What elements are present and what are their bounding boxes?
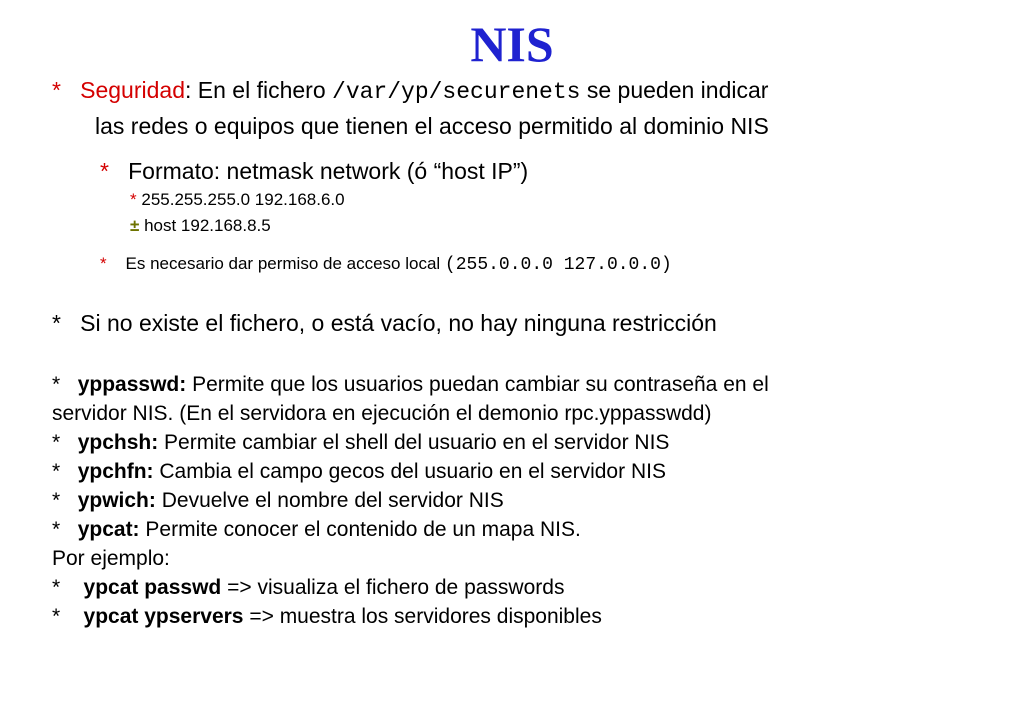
yppasswd-continuation: servidor NIS. (En el servidora en ejecución el demonio rpc.yppasswdd) [52, 402, 712, 425]
command-name: ypwich: [77, 489, 156, 512]
ypchfn-line [52, 460, 666, 484]
command-description: Permite cambiar el shell del usuario en el servidor NIS [158, 431, 670, 454]
command-description: Cambia el campo gecos del usuario en el servidor NIS [153, 460, 666, 483]
no-file-text: Si no existe el fichero, o está vacío, no hay ninguna restricción [80, 310, 717, 336]
example-host: host 192.168.8.5 [139, 216, 271, 235]
bullet-marker: * [52, 77, 61, 103]
securenets-line-1 [52, 77, 768, 105]
bullet-marker: * [52, 489, 61, 512]
bullet-marker: * [52, 431, 61, 454]
command-description: Permite que los usuarios puedan cambiar su contraseña en el [186, 373, 769, 396]
page-title: NIS [470, 16, 554, 72]
bullet-marker: * [100, 254, 107, 273]
format-text: Formato: netmask network (ó “host IP”) [128, 158, 529, 184]
local-access-line [100, 254, 672, 275]
ypcat-line [52, 518, 581, 542]
example-arrow: => [221, 576, 258, 599]
example-command: ypcat passwd [83, 576, 222, 599]
bullet-marker: * [52, 518, 61, 541]
example-netmask-line [130, 190, 345, 210]
command-name: ypchfn: [77, 460, 154, 483]
format-line [100, 158, 528, 185]
ypchsh-line [52, 431, 669, 455]
command-name: ypcat: [77, 518, 140, 541]
securenets-text: : En el fichero [184, 77, 333, 103]
yppasswd-line [52, 373, 769, 397]
example-command: ypcat ypservers [83, 605, 244, 628]
local-access-code: (255.0.0.0 127.0.0.0) [444, 255, 672, 275]
example-ypservers-line [52, 605, 602, 629]
bullet-marker: * [52, 460, 61, 483]
local-access-text: Es necesario dar permiso de acceso local [125, 254, 445, 273]
command-name: ypchsh: [77, 431, 159, 454]
command-name: yppasswd: [77, 373, 187, 396]
bullet-marker: * [100, 158, 109, 184]
plus-minus-marker: ± [130, 216, 140, 235]
example-description: muestra los servidores disponibles [279, 605, 602, 628]
securenets-path: /var/yp/securenets [332, 79, 581, 105]
securenets-text-b: se pueden indicar [580, 77, 769, 103]
example-passwd-line [52, 576, 564, 600]
security-label: Seguridad [80, 77, 185, 103]
bullet-marker: * [130, 190, 137, 209]
bullet-marker: * [52, 576, 61, 599]
securenets-line-2: las redes o equipos que tienen el acceso permitido al dominio NIS [95, 113, 769, 139]
example-arrow: => [243, 605, 280, 628]
command-description: Devuelve el nombre del servidor NIS [155, 489, 504, 512]
bullet-marker: * [52, 310, 61, 336]
bullet-marker: * [52, 605, 61, 628]
example-netmask: 255.255.255.0 192.168.6.0 [141, 190, 345, 209]
no-file-line [52, 310, 717, 337]
example-intro: Por ejemplo: [52, 547, 170, 570]
ypwich-line [52, 489, 504, 513]
example-description: visualiza el fichero de passwords [257, 576, 565, 599]
command-description: Permite conocer el contenido de un mapa NIS. [139, 518, 581, 541]
example-host-line [130, 216, 271, 236]
bullet-marker: * [52, 373, 61, 396]
